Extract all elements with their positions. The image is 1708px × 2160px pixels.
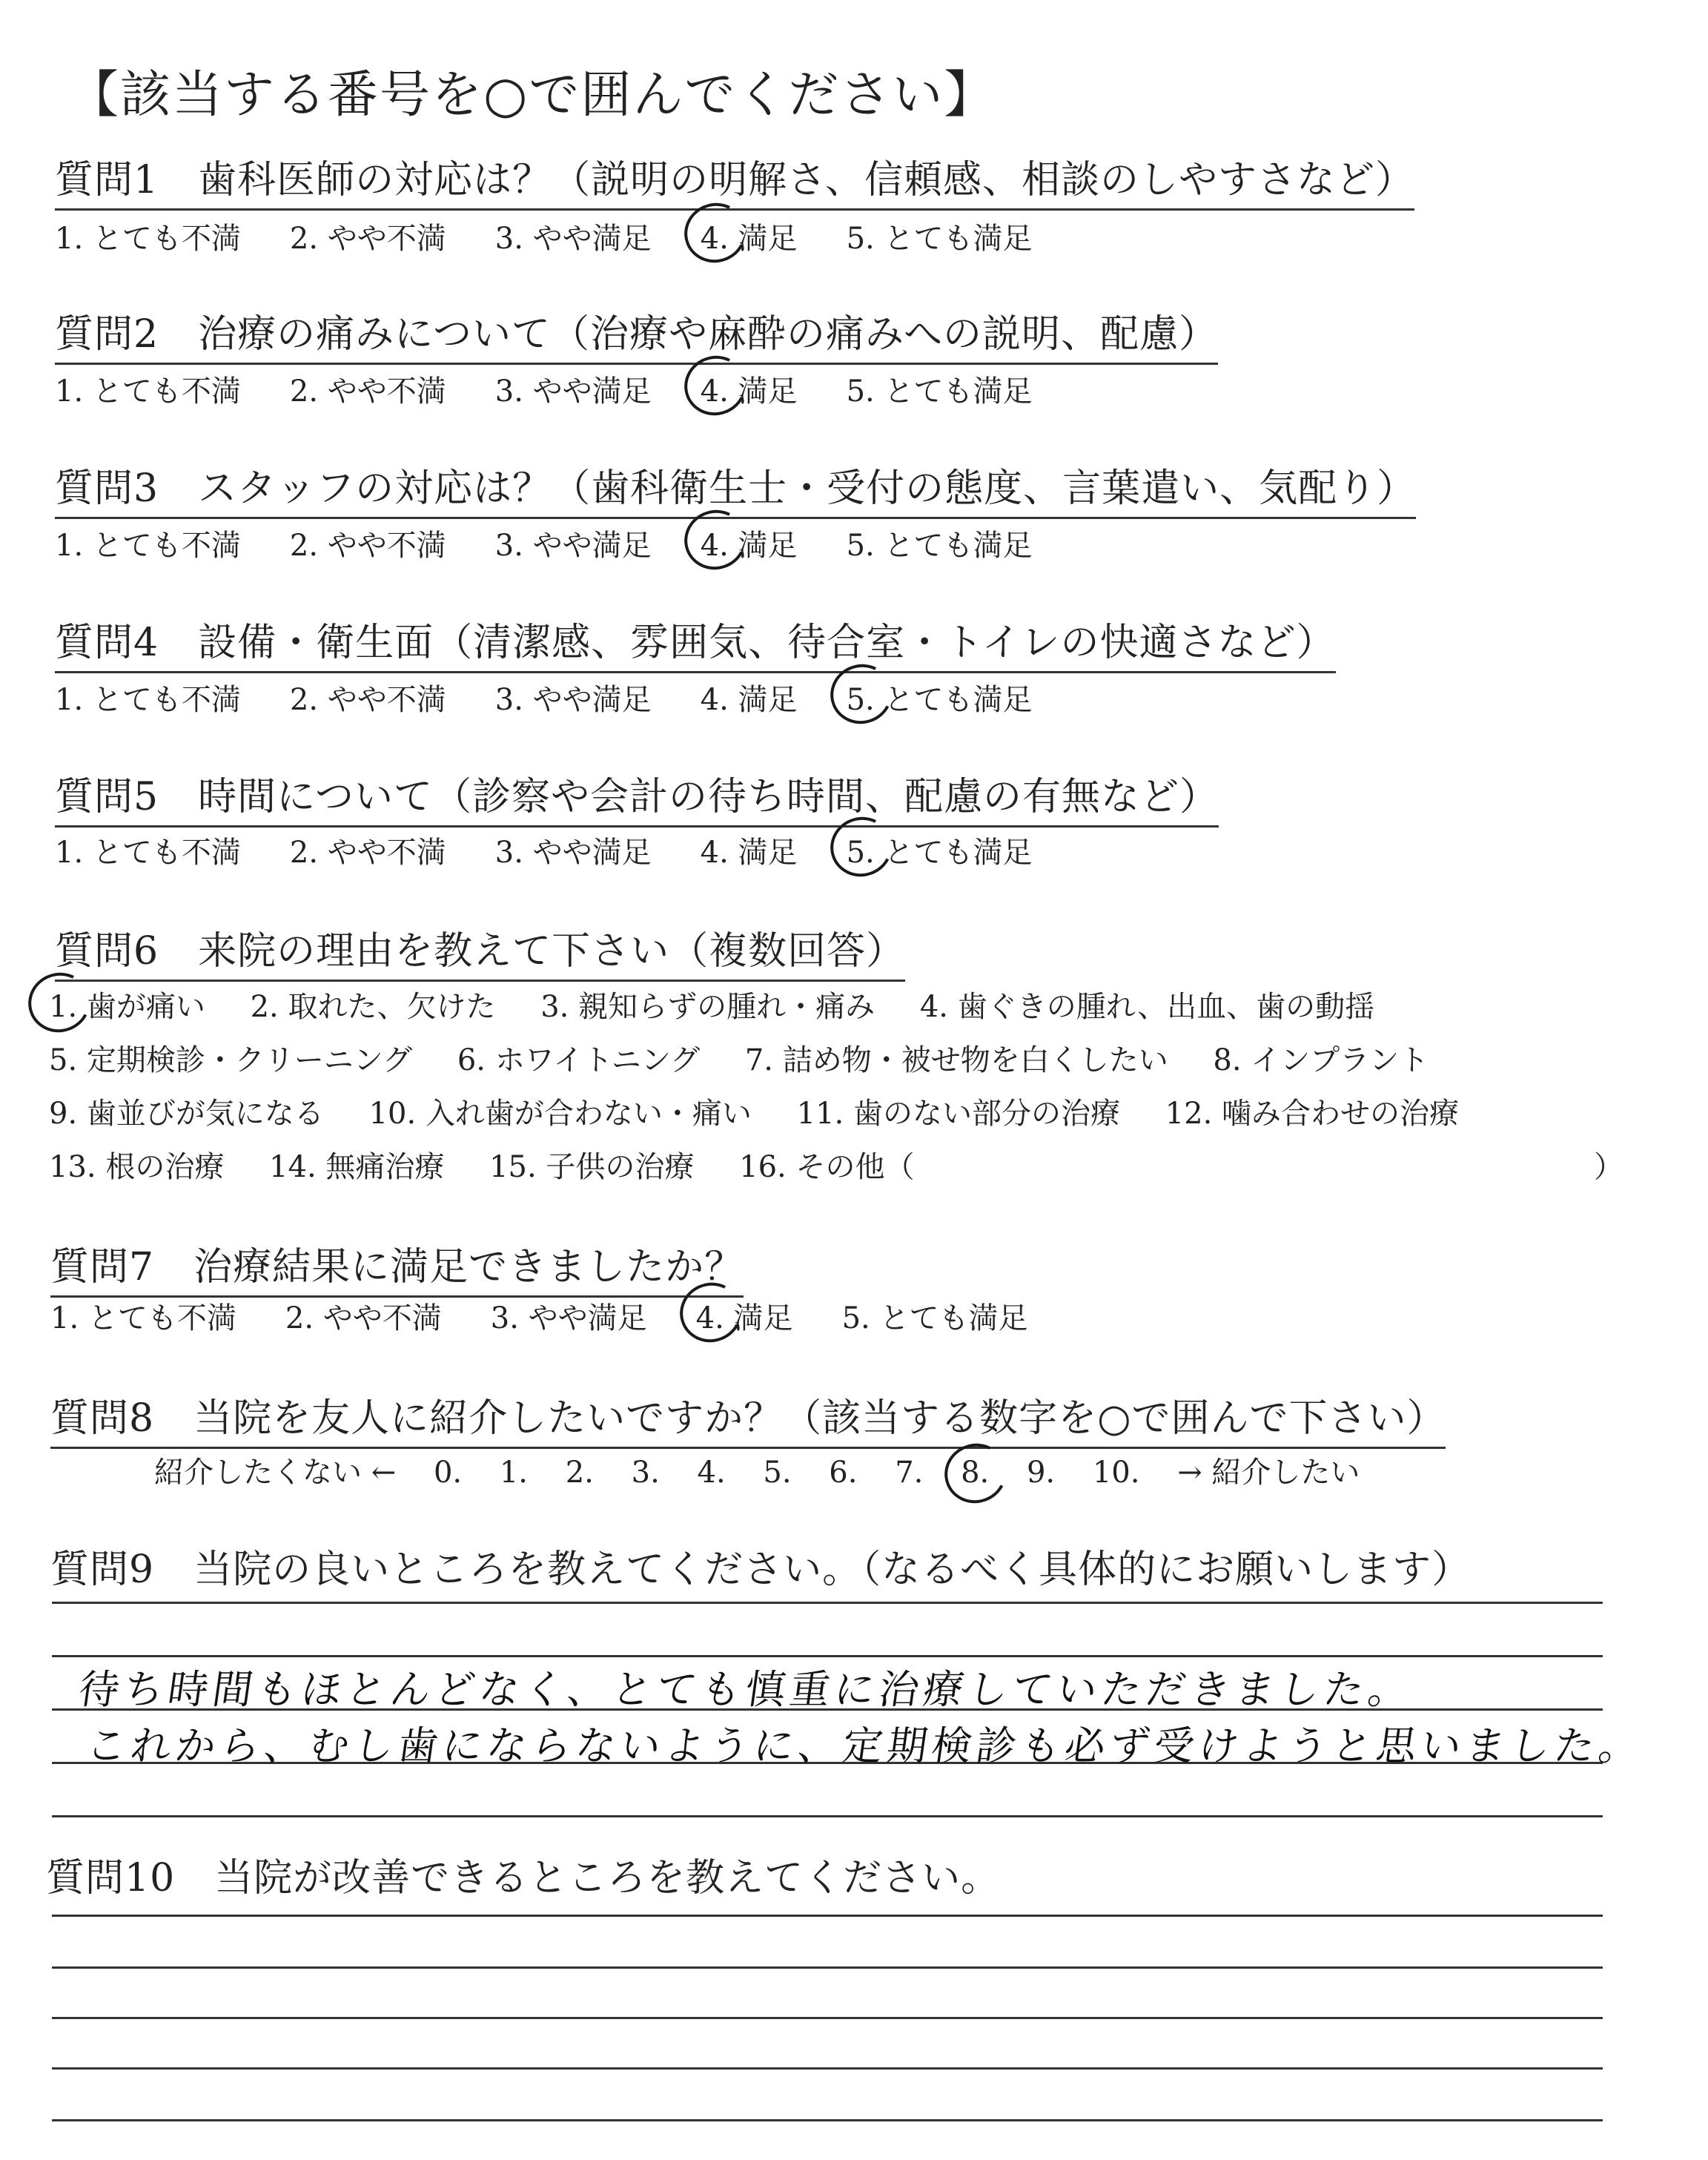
q7-option-3[interactable]: 3. やや満足	[490, 1301, 647, 1335]
q5-option-2[interactable]: 2. やや不満	[289, 836, 446, 870]
q1-option-3[interactable]: 3. やや満足	[494, 222, 652, 256]
q4-option-4[interactable]: 4. 満足	[700, 683, 798, 717]
q9-answer-rule	[52, 1655, 1603, 1657]
q6-row-1	[49, 983, 1410, 1025]
q7-option-5[interactable]: 5. とても満足	[841, 1301, 1028, 1335]
question-7-title: 質問7 治療結果に満足できましたか？	[50, 1235, 744, 1298]
q9-answer-rule	[52, 1602, 1603, 1604]
q8-value-3[interactable]: 3.	[631, 1456, 660, 1490]
q2-option-5[interactable]: 5. とても満足	[846, 374, 1033, 409]
q6-row-2	[49, 1037, 1464, 1079]
q1-option-4-selected[interactable]: 4. 満足	[701, 215, 798, 257]
q1-option-5[interactable]: 5. とても満足	[846, 222, 1033, 256]
q7-option-2[interactable]: 2. やや不満	[285, 1301, 442, 1335]
question-5-options	[55, 829, 1081, 871]
q8-value-2[interactable]: 2.	[565, 1456, 594, 1490]
q1-option-2[interactable]: 2. やや不満	[289, 222, 446, 256]
q3-option-5[interactable]: 5. とても満足	[846, 529, 1033, 563]
q9-answer-rule	[52, 1815, 1603, 1817]
question-10-title: 質問10 当院が改善できるところを教えてください。	[46, 1856, 1001, 1900]
question-8-title: 質問8 当院を友人に紹介したいですか？（該当する数字を○で囲んで下さい）	[50, 1387, 1446, 1449]
q6-option-16[interactable]: 16. その他（	[739, 1150, 915, 1184]
question-3-title: 質問3 スタッフの対応は？（歯科衛生士・受付の態度、言葉遣い、気配り）	[55, 457, 1416, 519]
question-3-options	[55, 522, 1081, 564]
q6-option-4[interactable]: 4. 歯ぐきの腫れ、出血、歯の動揺	[919, 990, 1375, 1024]
q8-value-8-selected[interactable]: 8.	[961, 1456, 989, 1490]
question-2-options	[55, 368, 1081, 410]
q3-option-1[interactable]: 1. とても不満	[55, 529, 241, 563]
q6-row-4	[49, 1143, 950, 1186]
q8-value-4[interactable]: 4.	[697, 1456, 726, 1490]
q5-option-3[interactable]: 3. やや満足	[494, 836, 652, 870]
q6-option-14[interactable]: 14. 無痛治療	[269, 1150, 445, 1184]
q5-option-5-selected[interactable]: 5. とても満足	[847, 829, 1033, 871]
q3-option-2[interactable]: 2. やや不満	[289, 529, 446, 563]
q8-value-5[interactable]: 5.	[763, 1456, 792, 1490]
q9-handwritten-answer-line-2: これから、むし歯にならないように、定期検診も必ず受けようと思いました。	[83, 1723, 1647, 1769]
q6-row-3	[49, 1090, 1494, 1132]
q6-option-7[interactable]: 7. 詰め物・被せ物を白くしたい	[744, 1043, 1168, 1077]
q6-option-13[interactable]: 13. 根の治療	[49, 1150, 225, 1184]
q8-value-1[interactable]: 1.	[499, 1456, 529, 1490]
q8-value-7[interactable]: 7.	[895, 1456, 924, 1490]
q8-value-10[interactable]: 10.	[1092, 1456, 1140, 1490]
q8-scale	[154, 1449, 1388, 1491]
page-title: 【該当する番号を○で囲んでください】	[68, 66, 996, 125]
q4-option-1[interactable]: 1. とても不満	[55, 683, 241, 717]
q8-value-9[interactable]: 9.	[1026, 1456, 1056, 1490]
q8-right-label: → 紹介したい	[1177, 1456, 1360, 1490]
question-1-options	[55, 215, 1081, 257]
q4-option-5-selected[interactable]: 5. とても満足	[847, 676, 1033, 719]
question-7-options	[50, 1295, 1076, 1337]
question-5-title: 質問5 時間について（診察や会計の待ち時間、配慮の有無など）	[55, 765, 1219, 828]
question-1-title: 質問1 歯科医師の対応は？（説明の明解さ、信頼感、相談のしやすさなど）	[55, 148, 1414, 211]
q2-option-4-selected[interactable]: 4. 満足	[701, 368, 798, 410]
q3-option-4-selected[interactable]: 4. 満足	[701, 522, 798, 564]
q3-option-3[interactable]: 3. やや満足	[494, 529, 652, 563]
q4-option-2[interactable]: 2. やや不満	[289, 683, 446, 717]
q6-option-2[interactable]: 2. 取れた、欠けた	[250, 990, 496, 1024]
q5-option-4[interactable]: 4. 満足	[700, 836, 798, 870]
q4-option-3[interactable]: 3. やや満足	[494, 683, 652, 717]
q6-option-9[interactable]: 9. 歯並びが気になる	[49, 1097, 324, 1131]
q6-option-1-selected[interactable]: 1. 歯が痛い	[49, 983, 205, 1025]
q6-option-15[interactable]: 15. 子供の治療	[489, 1150, 695, 1184]
q9-handwritten-answer-line-1: 待ち時間もほとんどなく、とても慎重に治療していただきました。	[76, 1666, 1417, 1713]
q6-option-5[interactable]: 5. 定期検診・クリーニング	[49, 1043, 413, 1077]
q5-option-1[interactable]: 1. とても不満	[55, 836, 241, 870]
question-2-title: 質問2 治療の痛みについて（治療や麻酔の痛みへの説明、配慮）	[55, 303, 1218, 365]
q6-option-10[interactable]: 10. 入れ歯が合わない・痛い	[368, 1097, 752, 1131]
q1-option-1[interactable]: 1. とても不満	[55, 222, 241, 256]
question-4-title: 質問4 設備・衛生面（清潔感、雰囲気、待合室・トイレの快適さなど）	[55, 611, 1336, 673]
q6-option-8[interactable]: 8. インプラント	[1213, 1043, 1429, 1077]
q6-option-12[interactable]: 12. 噛み合わせの治療	[1165, 1097, 1460, 1131]
q2-option-2[interactable]: 2. やや不満	[289, 374, 446, 409]
question-9-title: 質問9 当院の良いところを教えてください。（なるべく具体的にお願いします）	[50, 1548, 1472, 1592]
q2-option-3[interactable]: 3. やや満足	[494, 374, 652, 409]
q10-answer-rule	[52, 1966, 1603, 1969]
q6-option-6[interactable]: 6. ホワイトニング	[457, 1043, 701, 1077]
q10-answer-rule	[52, 2067, 1603, 2070]
q7-option-4-selected[interactable]: 4. 満足	[696, 1295, 793, 1337]
q6-option-3[interactable]: 3. 親知らずの腫れ・痛み	[540, 990, 875, 1024]
q7-option-1[interactable]: 1. とても不満	[50, 1301, 236, 1335]
q10-answer-rule	[52, 2017, 1603, 2019]
q6-other-close-paren: ）	[1594, 1150, 1623, 1184]
q8-value-0[interactable]: 0.	[433, 1456, 463, 1490]
question-6-title: 質問6 来院の理由を教えて下さい（複数回答）	[55, 919, 905, 982]
q6-option-11[interactable]: 11. 歯のない部分の治療	[796, 1097, 1120, 1131]
q8-value-6[interactable]: 6.	[829, 1456, 858, 1490]
question-4-options	[55, 676, 1081, 719]
q8-left-label: 紹介したくない ←	[154, 1456, 397, 1490]
q2-option-1[interactable]: 1. とても不満	[55, 374, 241, 409]
q10-answer-rule	[52, 1915, 1603, 1917]
q10-answer-rule	[52, 2119, 1603, 2121]
